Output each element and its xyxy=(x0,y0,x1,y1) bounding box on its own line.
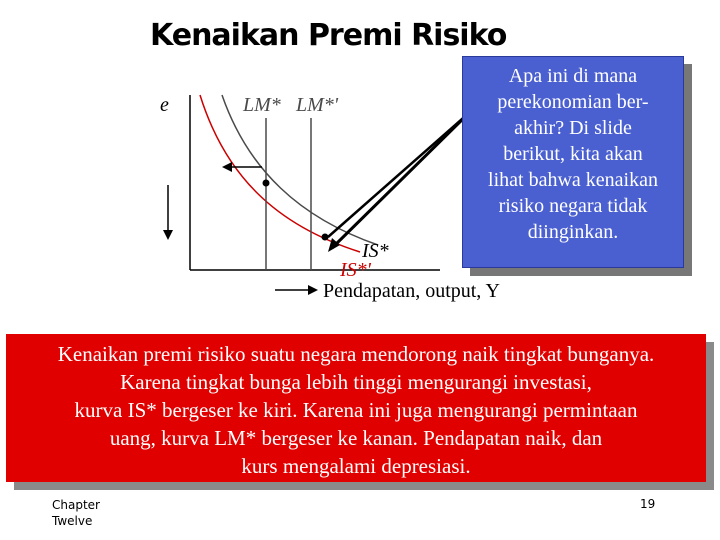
y-axis-label: e xyxy=(160,94,169,116)
is-label: IS* xyxy=(362,240,389,262)
footer-chapter xyxy=(52,497,100,529)
callout-line: berikut, kita akan xyxy=(503,143,643,165)
lm-shifted-label: LM*' xyxy=(296,94,339,116)
right-arrow-icon xyxy=(275,285,318,295)
footer-chapter-line2: Twelve xyxy=(52,514,93,528)
explanation-line: uang, kurva LM* bergeser ke kanan. Pendapatan naik, dan xyxy=(109,426,603,450)
explanation-line: Karena tingkat bunga lebih tinggi mengurangi investasi, xyxy=(120,370,592,394)
callout-pointer-arrow-line xyxy=(332,112,470,248)
question-callout xyxy=(462,56,684,268)
is-shifted-label: IS*' xyxy=(340,259,371,281)
down-arrow-icon xyxy=(163,185,173,240)
callout-line: Apa ini di mana xyxy=(508,65,638,87)
explanation-line: Kenaikan premi risiko suatu negara mendorong naik tingkat bunganya. xyxy=(57,342,655,366)
callout-line: lihat bahwa kenaikan xyxy=(488,169,658,191)
is-curve xyxy=(222,95,378,245)
footer-chapter-line1: Chapter xyxy=(52,498,100,512)
callout-line: perekonomian ber- xyxy=(497,91,649,113)
lm-label: LM* xyxy=(243,94,281,116)
explanation-line: kurva IS* bergeser ke kiri. Karena ini juga mengurangi permintaan xyxy=(74,398,638,422)
equilibrium-point-new xyxy=(322,234,329,241)
callout-pointer-line xyxy=(328,112,470,237)
slide-title: Kenaikan Premi Risiko xyxy=(150,18,507,53)
explanation-panel xyxy=(6,334,706,482)
explanation-line: kurs mengalami depresiasi. xyxy=(241,454,471,478)
callout-line: akhir? Di slide xyxy=(514,117,632,139)
equilibrium-point-initial xyxy=(263,180,270,187)
callout-line: diinginkan. xyxy=(527,221,619,243)
callout-line: risiko negara tidak xyxy=(498,195,648,217)
x-axis-label: Pendapatan, output, Y xyxy=(323,280,501,302)
left-arrow-icon xyxy=(222,162,262,172)
page-number: 19 xyxy=(640,497,656,511)
